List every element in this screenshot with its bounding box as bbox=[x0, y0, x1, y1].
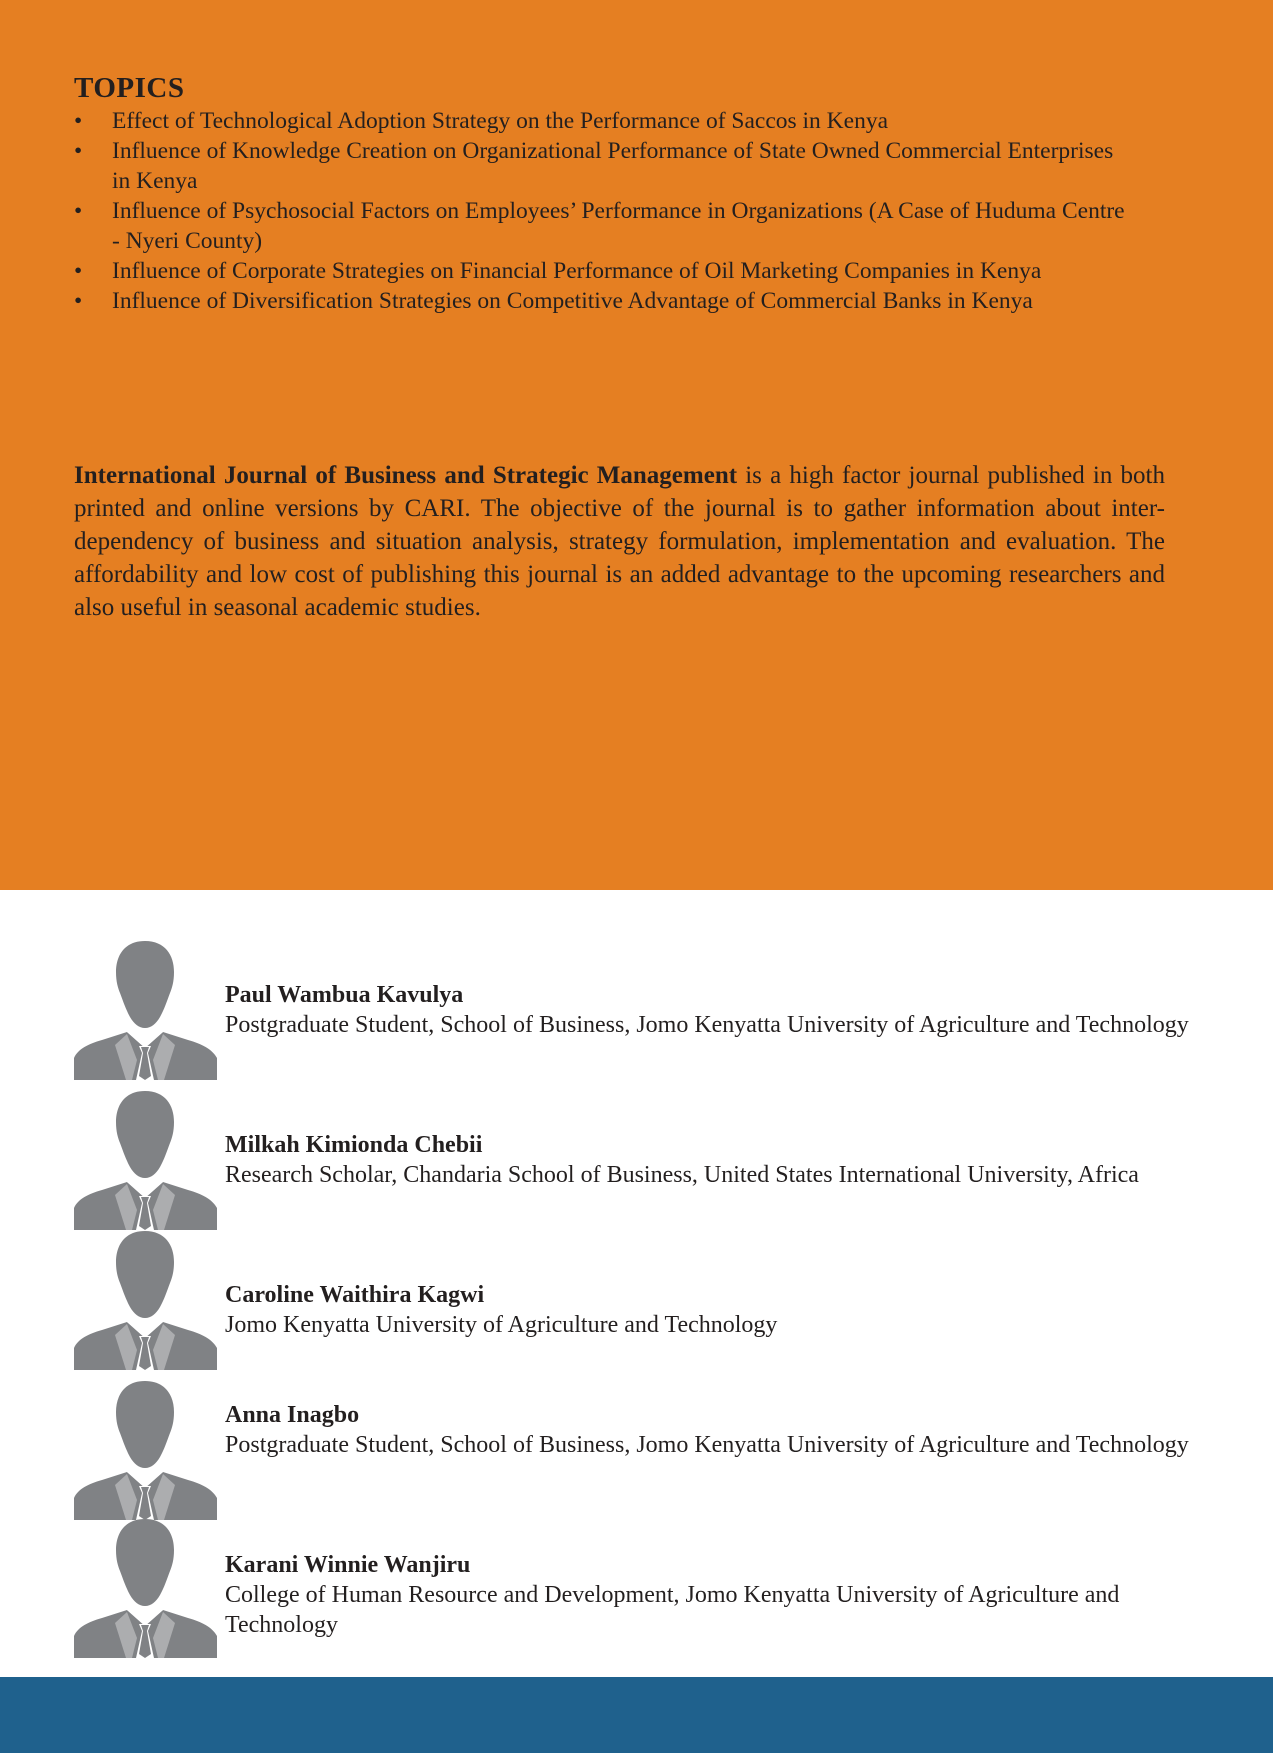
author-name: Paul Wambua Kavulya bbox=[225, 982, 464, 1008]
author-entry bbox=[74, 1090, 1194, 1230]
bullet-icon: • bbox=[74, 138, 83, 164]
author-entry bbox=[74, 1380, 1194, 1520]
journal-name: International Journal of Business and Strategic Management bbox=[74, 462, 738, 489]
author-entry bbox=[74, 1518, 1194, 1658]
footer-bar bbox=[0, 1677, 1273, 1753]
topic-text: Effect of Technological Adoption Strategy on the Performance of Saccos in Kenya bbox=[112, 108, 889, 134]
author-text bbox=[225, 1130, 1225, 1190]
author-text bbox=[225, 1280, 1225, 1340]
topics-list bbox=[74, 106, 1134, 316]
author-affiliation: Postgraduate Student, School of Business, Jomo Kenyatta University of Agriculture and Technology bbox=[225, 1432, 1189, 1458]
list-item bbox=[74, 256, 1134, 286]
topic-text: Influence of Psychosocial Factors on Employees’ Performance in Organizations (A Case of Huduma Centre - Nyeri County) bbox=[112, 198, 1125, 254]
author-text bbox=[225, 980, 1225, 1040]
author-text bbox=[225, 1400, 1225, 1460]
person-silhouette-icon bbox=[74, 1090, 217, 1230]
bullet-icon: • bbox=[74, 288, 83, 314]
person-silhouette-icon bbox=[74, 940, 217, 1080]
author-text bbox=[225, 1550, 1225, 1640]
author-entry bbox=[74, 940, 1194, 1080]
list-item bbox=[74, 196, 1134, 256]
topics-heading: TOPICS bbox=[74, 72, 185, 104]
author-name: Karani Winnie Wanjiru bbox=[225, 1552, 471, 1578]
author-name: Anna Inagbo bbox=[225, 1402, 360, 1428]
bullet-icon: • bbox=[74, 258, 83, 284]
author-name: Milkah Kimionda Chebii bbox=[225, 1132, 483, 1158]
journal-description bbox=[74, 459, 1165, 624]
bullet-icon: • bbox=[74, 108, 83, 134]
person-silhouette-icon bbox=[74, 1230, 217, 1370]
topic-text: Influence of Corporate Strategies on Financial Performance of Oil Marketing Companies in Kenya bbox=[112, 258, 1042, 284]
author-affiliation: College of Human Resource and Development, Jomo Kenyatta University of Agriculture and Technology bbox=[225, 1582, 1120, 1638]
person-silhouette-icon bbox=[74, 1518, 217, 1658]
topic-text: Influence of Knowledge Creation on Organizational Performance of State Owned Commercial Enterprises in Kenya bbox=[112, 138, 1114, 194]
list-item bbox=[74, 286, 1134, 316]
person-silhouette-icon bbox=[74, 1380, 217, 1520]
author-affiliation: Research Scholar, Chandaria School of Business, United States International University, Africa bbox=[225, 1162, 1139, 1188]
author-name: Caroline Waithira Kagwi bbox=[225, 1282, 485, 1308]
author-entry bbox=[74, 1230, 1194, 1370]
author-affiliation: Jomo Kenyatta University of Agriculture and Technology bbox=[225, 1312, 778, 1338]
topic-text: Influence of Diversification Strategies on Competitive Advantage of Commercial Banks in Kenya bbox=[112, 288, 1033, 314]
list-item bbox=[74, 136, 1134, 196]
description-text: is a high factor journal published in both printed and online versions by CARI. The objective of the journal is to gather information about inter-dependency of business and situation analysis, strategy formulation, implementation and evaluation. The affordability and low cost of publishing this journal is an added advantage to the upcoming researchers and also useful in seasonal academic studies. bbox=[74, 462, 1165, 621]
list-item bbox=[74, 106, 1134, 136]
author-affiliation: Postgraduate Student, School of Business, Jomo Kenyatta University of Agriculture and Technology bbox=[225, 1012, 1189, 1038]
bullet-icon: • bbox=[74, 198, 83, 224]
